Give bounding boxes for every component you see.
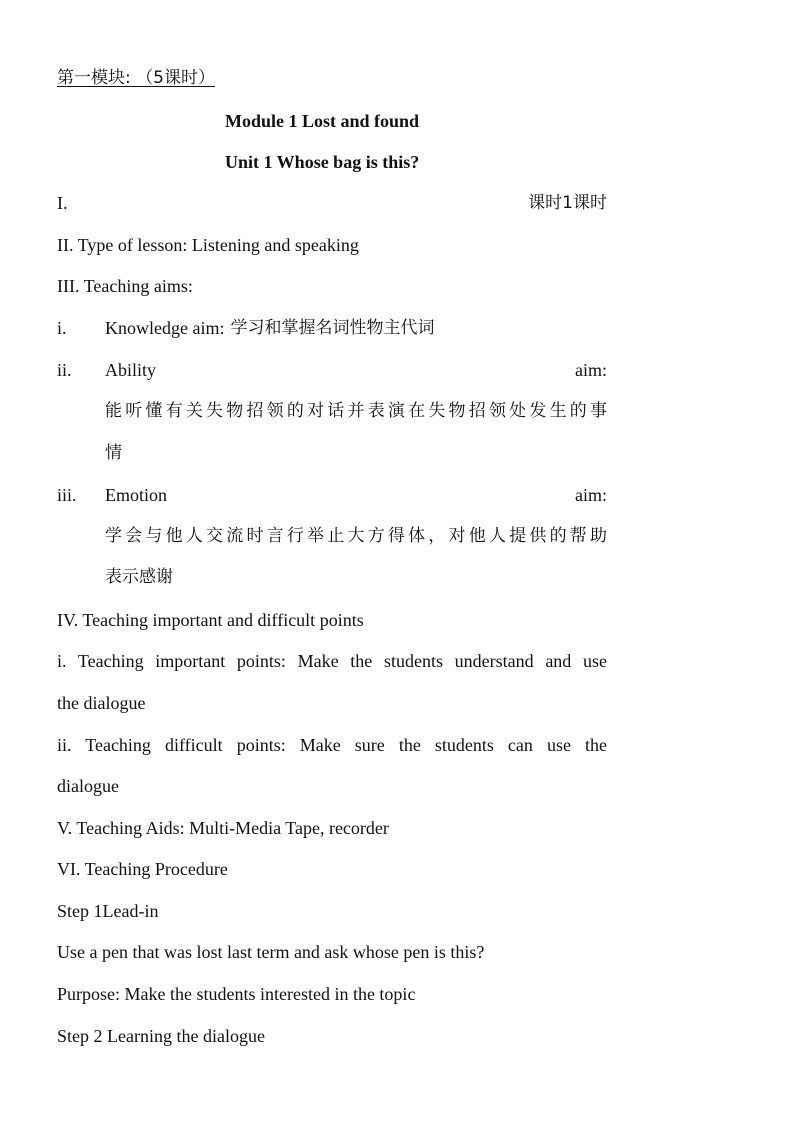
step-one-purpose: Purpose: Make the students interested in the topic	[57, 984, 416, 1004]
step-one-heading: Step 1Lead-in	[57, 901, 159, 921]
emotion-aim-text-line2: 表示感谢	[105, 567, 173, 587]
knowledge-aim-label: Knowledge aim:	[105, 318, 225, 338]
teaching-aims-heading: III. Teaching aims:	[57, 276, 193, 296]
teaching-aids: V. Teaching Aids: Multi-Media Tape, recorder	[57, 818, 389, 838]
ability-aim	[57, 356, 607, 384]
emotion-aim-word: aim:	[575, 485, 607, 505]
section-one-label: I.	[57, 193, 68, 213]
emotion-aim-label: Emotion	[105, 485, 167, 505]
difficult-points-line1: ii. Teaching difficult points: Make sure the students can use the	[57, 735, 607, 755]
knowledge-aim	[57, 314, 607, 342]
points-heading: IV. Teaching important and difficult points	[57, 610, 364, 630]
difficult-points-line2: dialogue	[57, 776, 119, 796]
ability-aim-text-line2: 情	[105, 443, 122, 463]
ability-aim-number: ii.	[57, 360, 72, 380]
ability-aim-label: Ability	[105, 360, 157, 380]
ability-aim-word: aim:	[575, 360, 607, 380]
unit-title: Unit 1 Whose bag is this?	[225, 152, 420, 172]
module-chinese-heading: 第一模块: （5课时）	[57, 68, 215, 88]
step-two-heading: Step 2 Learning the dialogue	[57, 1026, 265, 1046]
important-points-line2: the dialogue	[57, 693, 146, 713]
emotion-aim	[57, 481, 607, 509]
lesson-type: II. Type of lesson: Listening and speaking	[57, 235, 359, 255]
emotion-aim-number: iii.	[57, 485, 77, 505]
knowledge-aim-text: 学习和掌握名词性物主代词	[230, 318, 435, 338]
step-one-text: Use a pen that was lost last term and ask whose pen is this?	[57, 942, 485, 962]
lesson-hours: 课时1课时	[528, 193, 607, 213]
procedure-heading: VI. Teaching Procedure	[57, 859, 228, 879]
important-points-line1: i. Teaching important points: Make the students understand and use	[57, 651, 607, 671]
module-title: Module 1 Lost and found	[225, 111, 420, 131]
emotion-aim-text-line1: 学会与他人交流时言行举止大方得体，对他人提供的帮助	[105, 526, 607, 546]
ability-aim-text-line1: 能听懂有关失物招领的对话并表演在失物招领处发生的事	[105, 401, 607, 421]
section-one	[57, 189, 607, 217]
knowledge-aim-number: i.	[57, 318, 67, 338]
